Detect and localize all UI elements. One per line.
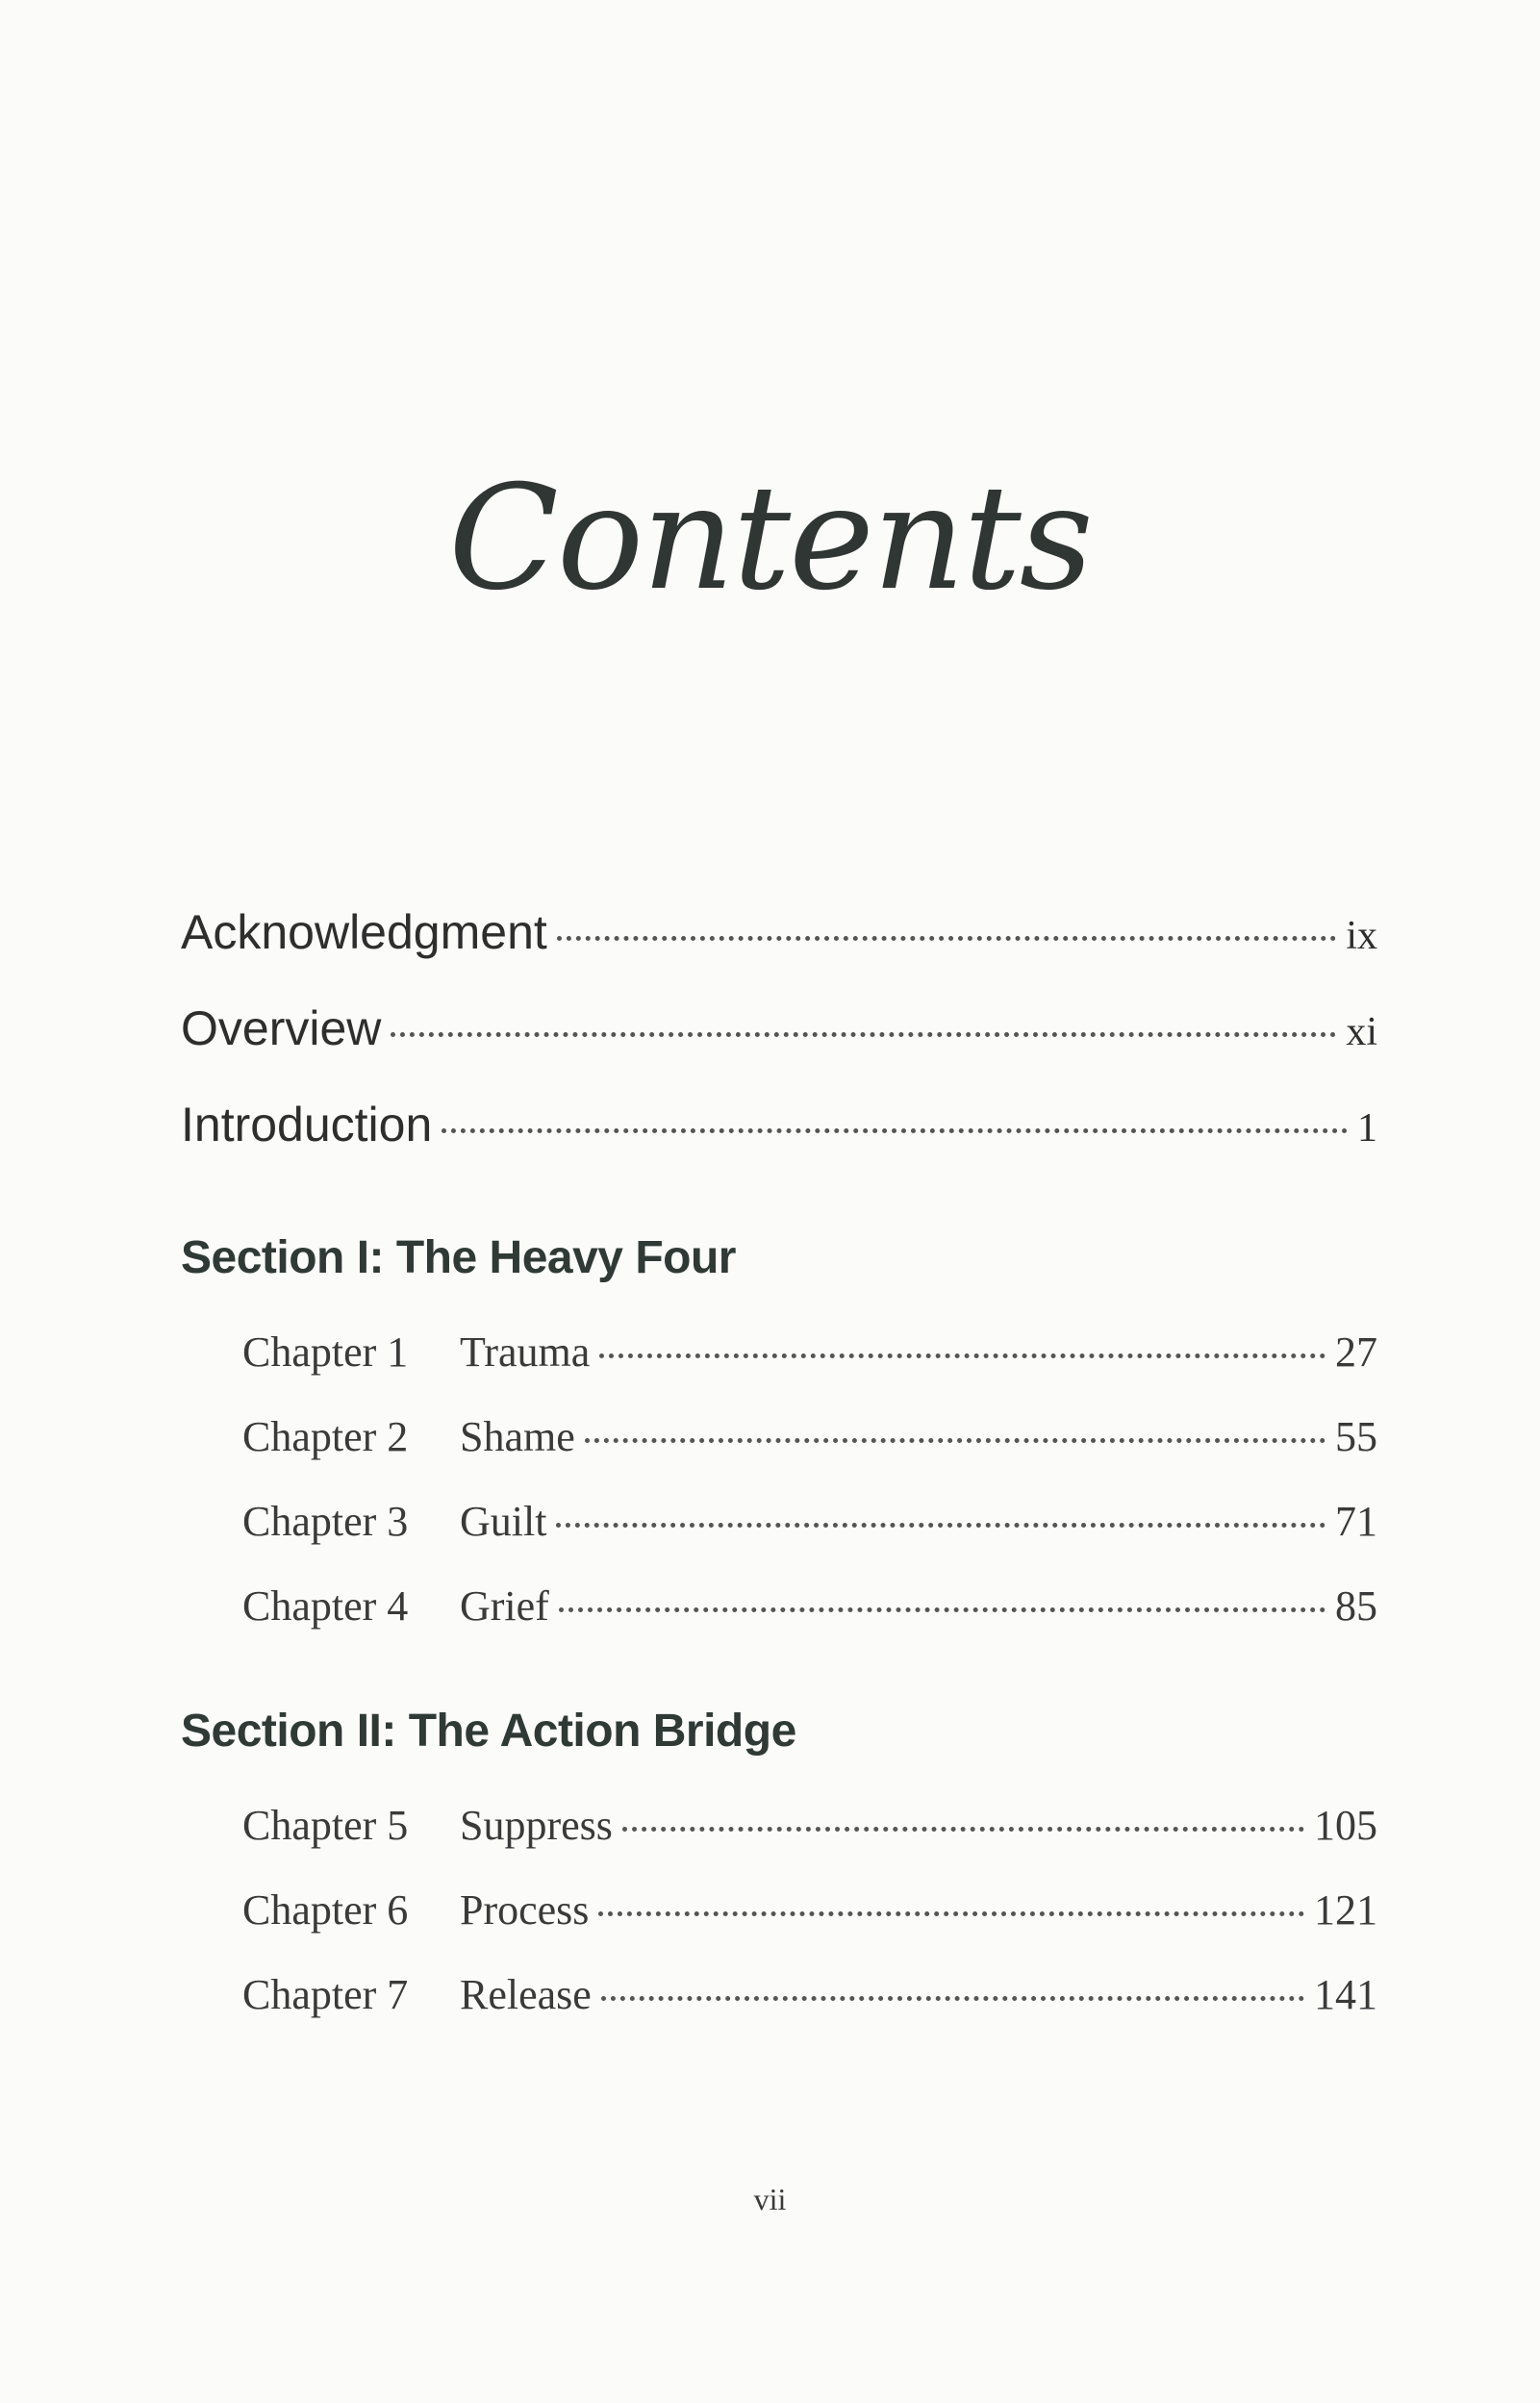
dot-leader xyxy=(559,1607,1325,1612)
chapter-number: Chapter 3 xyxy=(242,1498,409,1545)
toc-chapter-row xyxy=(242,1497,1377,1581)
chapter-title: Trauma xyxy=(460,1328,591,1376)
toc-page-number: 85 xyxy=(1335,1582,1377,1630)
chapter-number: Chapter 6 xyxy=(242,1886,409,1934)
page-title: Contents xyxy=(448,455,1092,622)
toc-entry-label: Acknowledgment xyxy=(181,905,547,959)
toc-chapter-row xyxy=(242,1970,1377,2055)
toc-page-number: ix xyxy=(1346,914,1377,958)
chapter-number: Chapter 5 xyxy=(242,1802,409,1849)
toc-page-number: 141 xyxy=(1314,1971,1377,2018)
dot-leader xyxy=(599,1353,1325,1358)
chapter-title: Suppress xyxy=(460,1802,613,1849)
chapter-number: Chapter 1 xyxy=(242,1328,409,1376)
toc-entry-acknowledgment xyxy=(181,904,1377,1000)
toc-entry-overview xyxy=(181,1000,1377,1097)
toc-chapter-row xyxy=(242,1801,1377,1885)
toc-chapter-row xyxy=(242,1412,1377,1497)
dot-leader xyxy=(556,1523,1325,1528)
dot-leader xyxy=(622,1827,1304,1832)
dot-leader xyxy=(601,1996,1304,2001)
dot-leader xyxy=(557,936,1337,941)
chapter-title: Process xyxy=(460,1886,590,1934)
dot-leader xyxy=(598,1911,1304,1916)
chapter-title: Guilt xyxy=(460,1498,547,1545)
toc-entry-label: Overview xyxy=(181,1001,382,1055)
toc-page-number: xi xyxy=(1346,1010,1377,1054)
section-heading: Section II: The Action Bridge xyxy=(181,1706,796,1757)
toc-entry-label: Introduction xyxy=(181,1098,433,1151)
toc-page-number: 71 xyxy=(1335,1498,1377,1545)
dot-leader xyxy=(585,1438,1325,1443)
toc-chapter-row xyxy=(242,1328,1377,1412)
table-of-contents xyxy=(181,904,1377,2055)
chapter-number: Chapter 4 xyxy=(242,1582,409,1630)
chapter-number: Chapter 2 xyxy=(242,1413,409,1460)
toc-page-number: 55 xyxy=(1335,1413,1377,1460)
toc-page-number: 1 xyxy=(1357,1106,1377,1151)
toc-entry-introduction xyxy=(181,1097,1377,1193)
chapter-title: Release xyxy=(460,1971,592,2018)
toc-page-number: 27 xyxy=(1335,1328,1377,1376)
section-heading: Section I: The Heavy Four xyxy=(181,1232,736,1283)
toc-page-number: 121 xyxy=(1314,1886,1377,1934)
toc-page-number: 105 xyxy=(1314,1802,1377,1849)
chapter-title: Shame xyxy=(460,1413,575,1460)
chapter-number: Chapter 7 xyxy=(242,1971,409,2018)
dot-leader xyxy=(391,1032,1336,1037)
dot-leader xyxy=(442,1128,1348,1133)
toc-chapter-row xyxy=(242,1581,1377,1666)
toc-chapter-row xyxy=(242,1885,1377,1970)
page-folio: vii xyxy=(753,2182,787,2216)
chapter-title: Grief xyxy=(460,1582,549,1630)
